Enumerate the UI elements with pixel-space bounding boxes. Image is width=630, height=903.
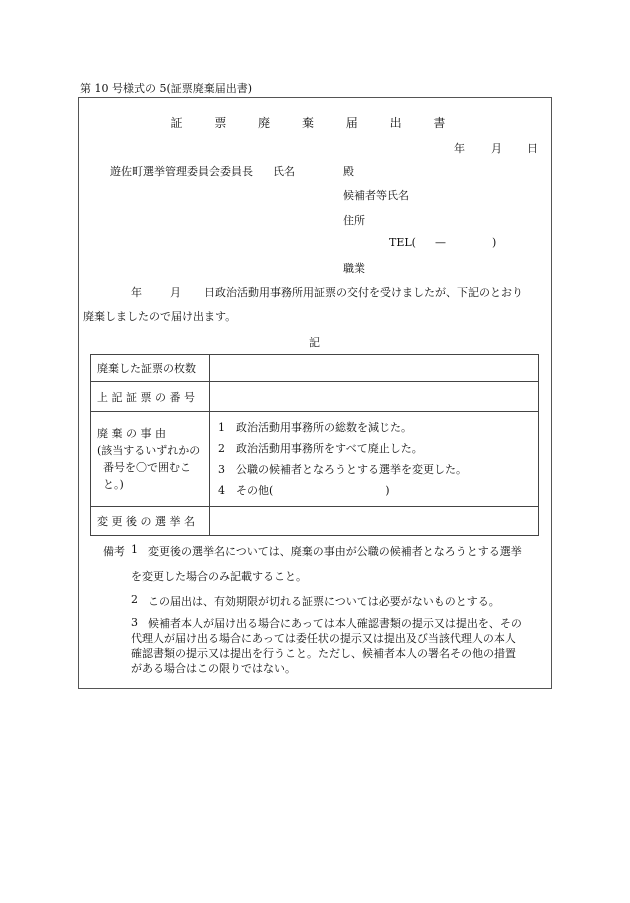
reason-label: 廃 棄 の 事 由 <box>97 427 166 440</box>
details-table <box>90 354 539 536</box>
reason-label-note-2: 番号を〇で囲むこ <box>103 461 191 474</box>
reason-option-4-text: 4 その他( <box>218 484 274 497</box>
notes-heading: 備考 <box>103 545 125 558</box>
reason-option-2[interactable]: 2 政治活動用事務所をすべて廃止した。 <box>218 442 423 455</box>
date-month-label: 月 <box>491 142 502 155</box>
body-month-label: 月 <box>170 286 181 299</box>
tel-close-paren: ) <box>492 236 497 249</box>
discarded-count-label: 廃棄した証票の枚数 <box>91 355 210 382</box>
table-row <box>91 507 539 536</box>
certificate-number-field[interactable] <box>210 382 539 412</box>
applicant-address-label: 住所 <box>343 214 365 227</box>
addressee-title: 遊佐町選挙管理委員会委員長 <box>110 165 253 178</box>
tel-dash: — <box>435 236 446 249</box>
reason-options[interactable] <box>210 412 539 507</box>
note-1-number: 1 <box>131 543 138 556</box>
reason-option-4-close: ) <box>385 484 390 497</box>
form-number-caption: 第 10 号様式の 5(証票廃棄届出書) <box>80 82 253 95</box>
reason-option-1[interactable]: 1 政治活動用事務所の総数を減じた。 <box>218 421 412 434</box>
applicant-name-label: 候補者等氏名 <box>343 189 409 202</box>
note-3-line2: 代理人が届け出る場合にあっては委任状の提示又は提出及び当該代理人の本人 <box>131 632 516 645</box>
applicant-occupation-label: 職業 <box>343 262 365 275</box>
certificate-number-label: 上 記 証 票 の 番 号 <box>91 382 210 412</box>
body-statement-line1: 日政治活動用事務所用証票の交付を受けましたが、下記のとおり <box>204 286 523 299</box>
discarded-count-field[interactable] <box>210 355 539 382</box>
note-3-text <box>131 616 522 676</box>
reason-option-3[interactable]: 3 公職の候補者となろうとする選挙を変更した。 <box>218 463 467 476</box>
note-3-line3: 確認書類の提示又は提出を行うこと。ただし、候補者本人の署名その他の措置 <box>131 647 516 660</box>
note-1-line1: 変更後の選挙名については、廃棄の事由が公職の候補者となろうとする選挙 <box>148 545 522 558</box>
note-2-text: この届出は、有効期限が切れる証票については必要がないものとする。 <box>148 595 500 608</box>
table-row <box>91 412 539 507</box>
tel-label: TEL( <box>389 236 416 249</box>
addressee-name-label: 氏名 <box>273 165 295 178</box>
form-frame <box>78 97 552 689</box>
form-title: 証 票 廃 棄 届 出 書 <box>170 116 460 130</box>
honorific-label: 殿 <box>343 165 354 178</box>
date-year-label: 年 <box>454 142 465 155</box>
date-day-label: 日 <box>527 142 538 155</box>
reason-label-note-3: と。) <box>103 478 124 491</box>
table-row <box>91 382 539 412</box>
new-election-name-label: 変 更 後 の 選 挙 名 <box>91 507 210 536</box>
note-3-line1: 候補者本人が届け出る場合にあっては本人確認書類の提示又は提出を、その <box>148 617 522 630</box>
note-3-number: 3 <box>131 616 138 629</box>
table-row <box>91 355 539 382</box>
reason-label-note-1: (該当するいずれかの <box>97 444 201 457</box>
ki-heading: 記 <box>309 336 320 349</box>
reason-option-4[interactable] <box>218 480 530 501</box>
new-election-name-field[interactable] <box>210 507 539 536</box>
note-2-number: 2 <box>131 593 138 606</box>
body-statement-line2: 廃棄しましたので届け出ます。 <box>83 310 237 323</box>
note-3-line4: がある場合はこの限りではない。 <box>131 662 296 675</box>
note-1-line2: を変更した場合のみ記載すること。 <box>131 570 307 583</box>
body-year-label: 年 <box>131 286 142 299</box>
